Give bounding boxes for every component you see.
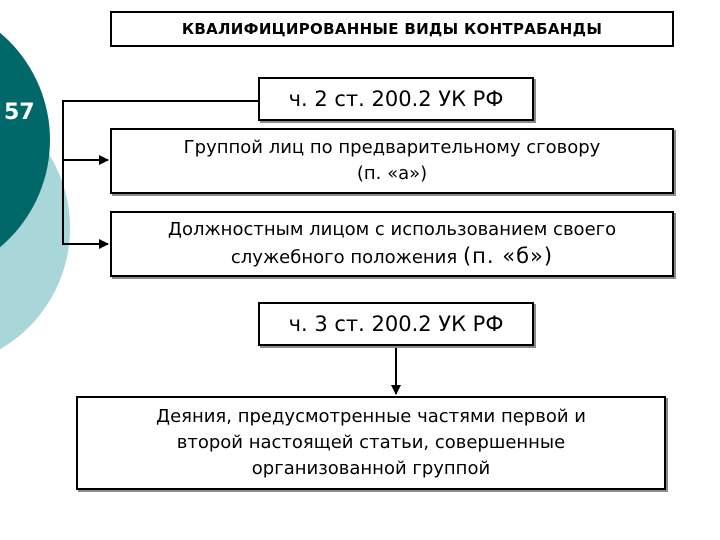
item-c-line1: Деяния, предусмотренные частями первой и [156, 406, 586, 427]
item-b-text: Должностным лицом с использованием своего служебного положения [167, 219, 617, 268]
item-a-ref: (п. «а») [356, 163, 428, 184]
item-a-text: Группой лиц по предварительному сговору [183, 137, 601, 158]
item-a-content [184, 135, 601, 187]
diagram-title-text: КВАЛИФИЦИРОВАННЫЕ ВИДЫ КОНТРАБАНДЫ [181, 20, 603, 38]
item-b-box [110, 211, 674, 277]
diagram-title [110, 11, 674, 47]
item-c-box [76, 396, 666, 490]
item-c-line2: второй настоящей статьи, совершенные [176, 432, 566, 453]
item-b-ref: (п. «б») [462, 244, 554, 268]
item-b-content [127, 217, 657, 271]
slide-number: 57 [4, 100, 35, 125]
part2-label: ч. 2 ст. 200.2 УК РФ [288, 87, 504, 111]
item-c-line3: организованной группой [251, 458, 491, 479]
part3-box [258, 302, 534, 346]
part2-box [258, 77, 534, 121]
item-c-content [156, 404, 586, 482]
item-a-box [110, 128, 674, 194]
part3-label: ч. 3 ст. 200.2 УК РФ [288, 312, 504, 336]
